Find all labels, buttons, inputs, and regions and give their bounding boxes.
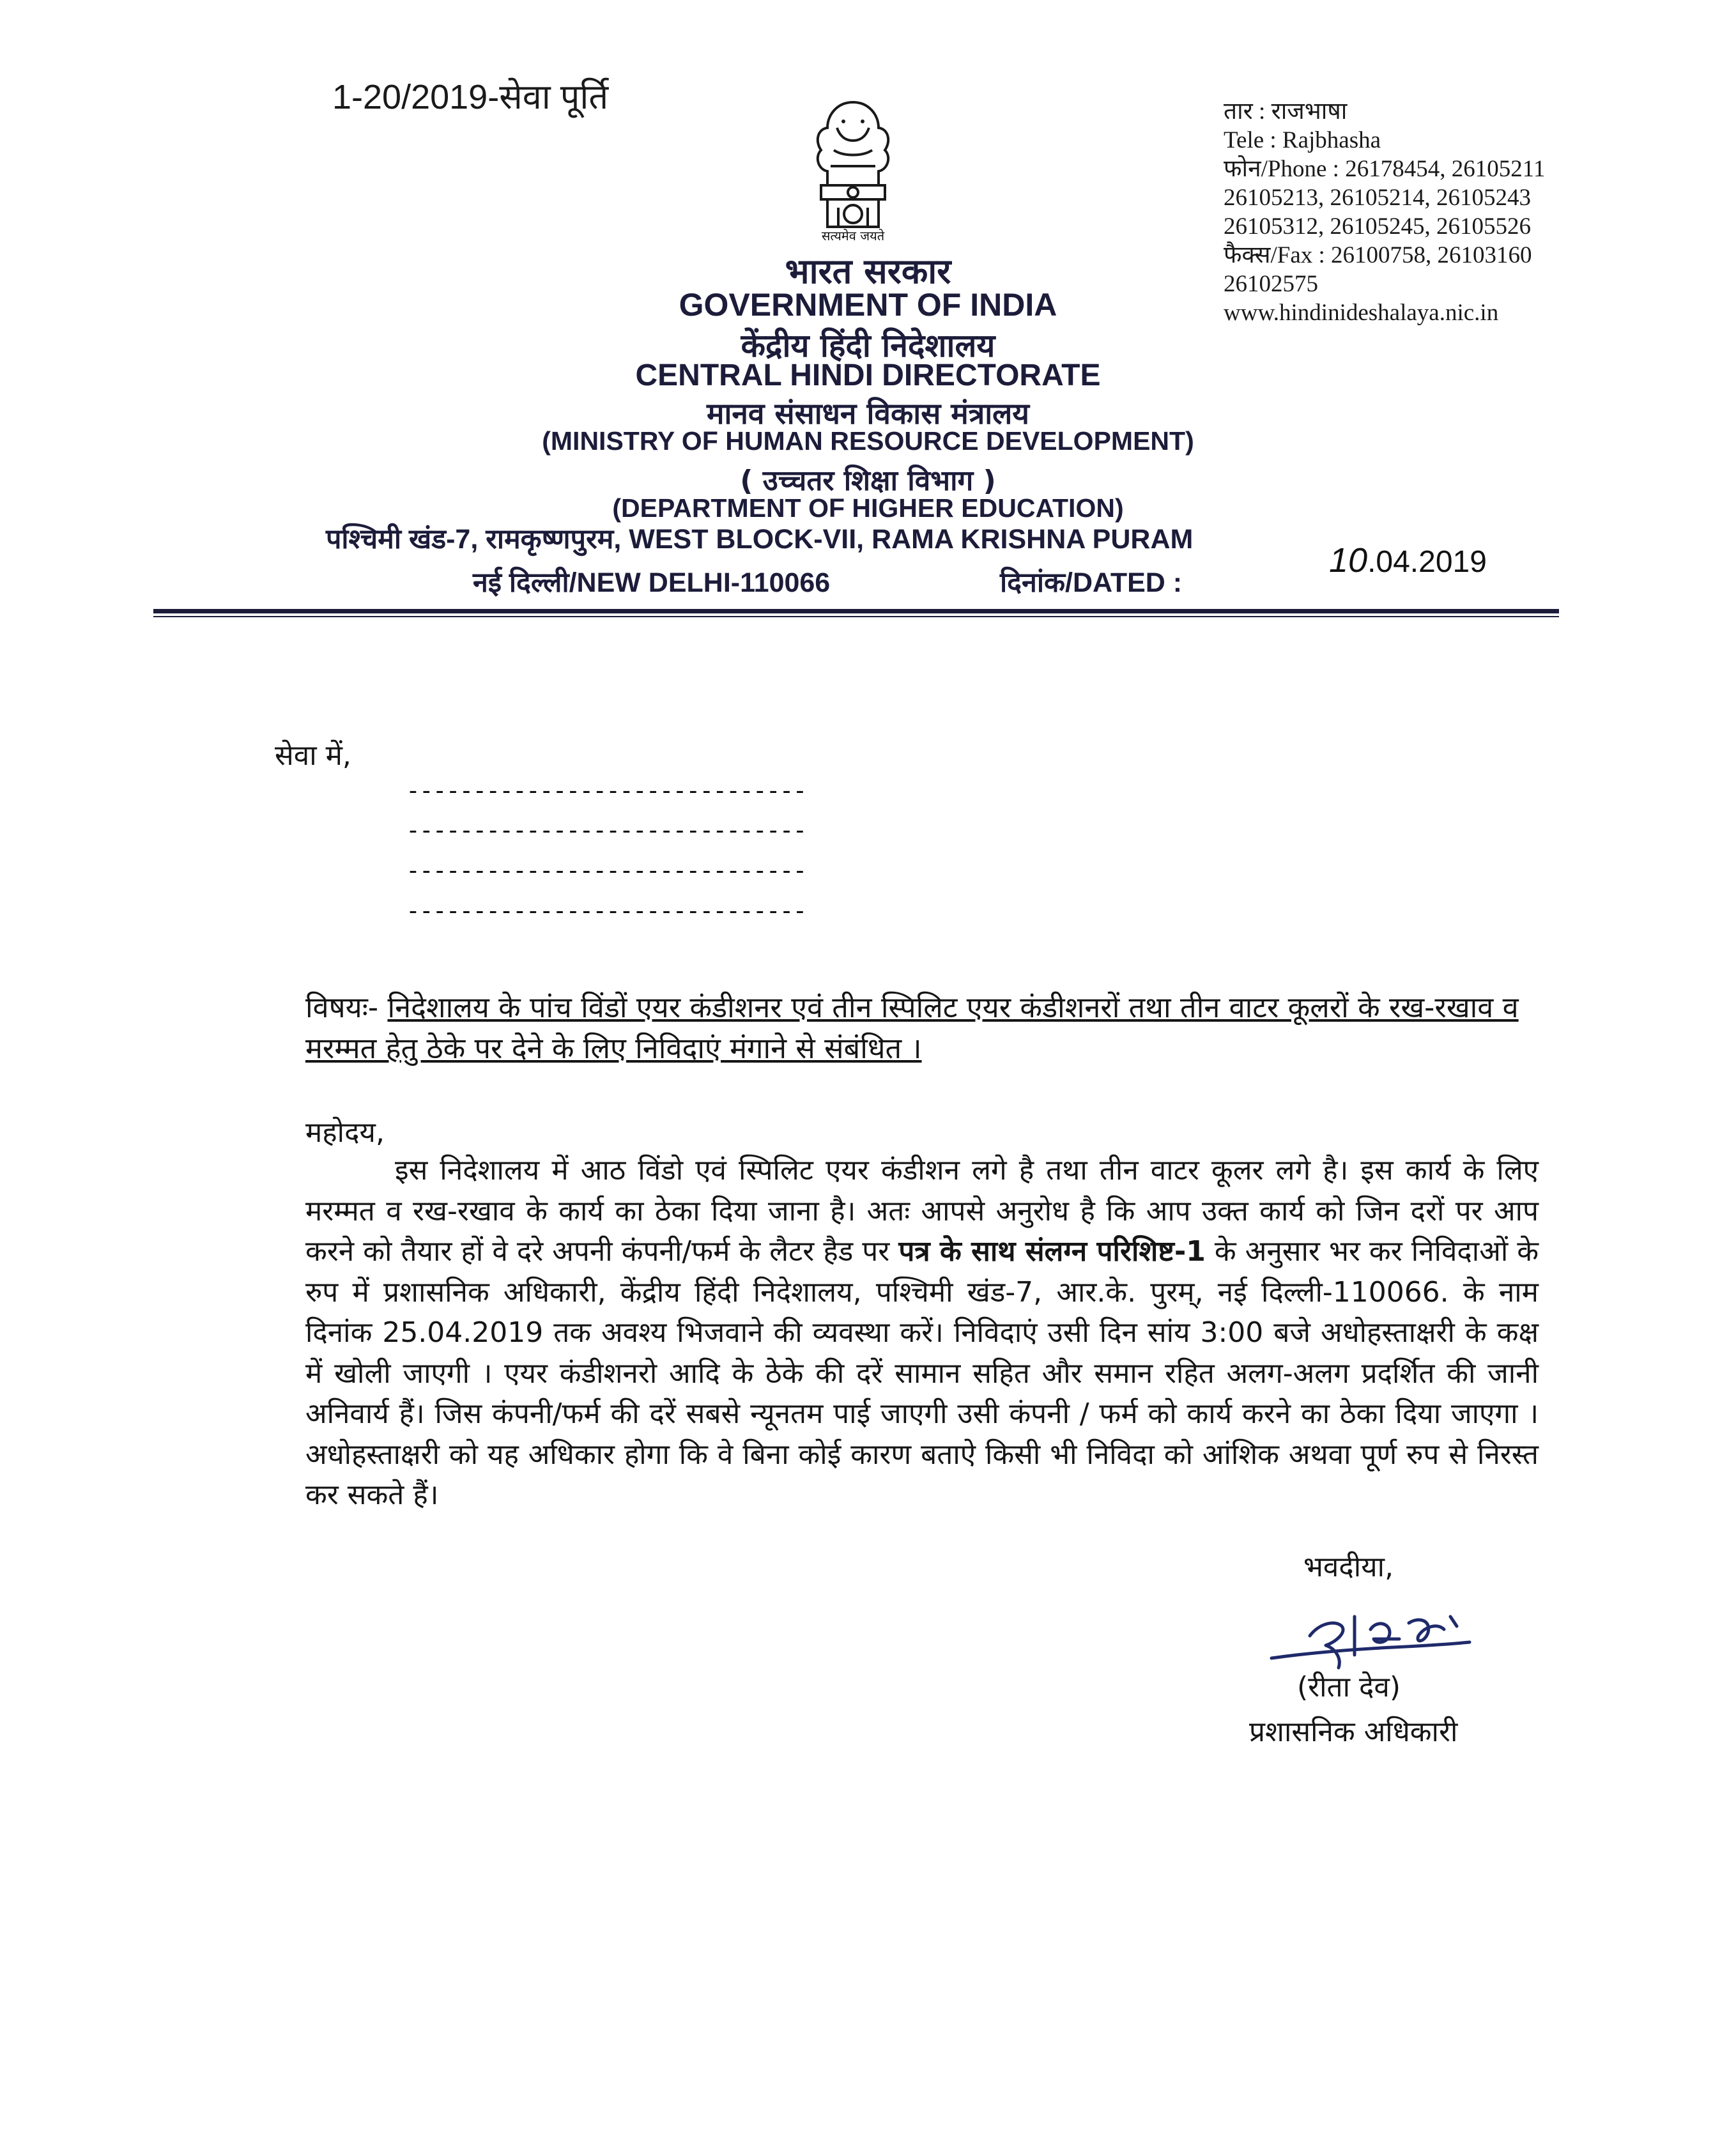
salutation: महोदय, — [305, 1116, 385, 1149]
date-day: 10 — [1329, 541, 1368, 580]
address-blank-line: ------------------------------ — [406, 776, 806, 804]
ministry-english: (MINISTRY OF HUMAN RESOURCE DEVELOPMENT) — [542, 426, 1194, 456]
tele-line: Tele : Rajbhasha — [1224, 127, 1381, 153]
dept-english: CENTRAL HINDI DIRECTORATE — [635, 358, 1101, 392]
ministry-hindi: मानव संसाधन विकास मंत्रालय — [706, 396, 1029, 431]
subject — [305, 987, 1539, 1069]
telegram-line: तार : राजभाषा — [1224, 98, 1348, 125]
date-value — [1329, 541, 1487, 580]
address-line-1: पश्चिमी खंड-7, रामकृष्णपुरम, WEST BLOCK-VII, RAMA KRISHNA PURAM — [326, 524, 1194, 555]
date-rest: .04.2019 — [1367, 545, 1487, 579]
fax-line-2: 26102575 — [1224, 271, 1318, 297]
body-part-1: इस निदेशालय में आठ विंडो एवं स्पिलिट एयर कंडीशन लगे है तथा तीन वाटर कूलर लगे है। इस कार्य के लिए मरम्मत व रख-रखाव के कार्य का ठेका दिया जाना है। अतः आपसे अनुरोध है कि आप उक्त कार्य को जिन दरों पर आप करने को तैयार हों वे दरे अपनी कंपनी/फर्म के लैटर हैड पर — [305, 1154, 1539, 1268]
body-paragraph — [305, 1150, 1539, 1516]
phone-line-1: फोन/Phone : 26178454, 26105211 — [1224, 156, 1546, 182]
signatory-designation: प्रशासनिक अधिकारी — [1249, 1716, 1458, 1748]
subject-label: विषयः- — [305, 990, 379, 1024]
closing-yours: भवदीया, — [1303, 1551, 1394, 1583]
division-english: (DEPARTMENT OF HIGHER EDUCATION) — [612, 493, 1124, 523]
to-label: सेवा में, — [275, 739, 351, 772]
fax-line-1: फैक्स/Fax : 26100758, 26103160 — [1224, 242, 1532, 268]
body-bold-annexure: पत्र के साथ संलग्न परिशिष्ट-1 — [898, 1235, 1206, 1268]
division-hindi: ( उच्चतर शिक्षा विभाग ) — [740, 465, 996, 497]
address-blank-line: ------------------------------ — [406, 896, 806, 925]
body-part-2: के अनुसार भर कर निविदाओं के रुप में प्रशासनिक अधिकारी, केंद्रीय हिंदी निदेशालय, पश्चिमी खंड-7, आर.के. पुरम्, नई दिल्ली-110066. के नाम दिनांक 25.04.2019 तक अवश्य भिजवाने की व्यवस्था करें। निविदाएं उसी दिन सांय 3:00 बजे अधोहस्ताक्षरी के कक्ष में खोली जाएगी । एयर कंडीशनरो आदि के ठेके की दरें सामान सहित और समान रहित अलग-अलग प्रदर्शित की जानी अनिवार्य हैं। जिस कंपनी/फर्म की दरें सबसे न्यूनतम पाई जाएगी उसी कंपनी / फर्म को कार्य करने का ठेका दिया जाएगा । अधोहस्ताक्षरी को यह अधिकार होगा कि वे बिना कोई कारण बताऐ किसी भी निविदा को आंशिक अथवा पूर्ण रुप से निरस्त कर सकते हैं। — [305, 1235, 1539, 1511]
header-rule-thin — [153, 616, 1559, 617]
address-blank-line: ------------------------------ — [406, 816, 806, 844]
signatory-name: (रीता देव) — [1297, 1671, 1401, 1704]
address-blank-line: ------------------------------ — [406, 856, 806, 884]
gov-english: GOVERNMENT OF INDIA — [679, 287, 1057, 323]
emblem-motto: सत्यमेव जयते — [821, 228, 885, 243]
dated-label: दिनांक/DATED : — [1000, 567, 1183, 598]
national-emblem-icon — [792, 89, 914, 249]
subject-text: निदेशालय के पांच विंडों एयर कंडीशनर एवं तीन स्पिलिट एयर कंडीशनरों तथा तीन वाटर कूलरों के रख-रखाव व मरम्मत हेतु ठेके पर देने के लिए निविदाएं मंगाने से संबंधित । — [305, 990, 1519, 1065]
phone-line-3: 26105312, 26105245, 26105526 — [1224, 213, 1531, 240]
phone-line-2: 26105213, 26105214, 26105243 — [1224, 185, 1531, 211]
file-number: 1-20/2019-सेवा पूर्ति — [332, 78, 609, 116]
dept-hindi: केंद्रीय हिंदी निदेशालय — [741, 327, 995, 364]
header-rule — [153, 609, 1559, 613]
address-line-2: नई दिल्ली/NEW DELHI-110066 — [473, 567, 831, 598]
gov-hindi: भारत सरकार — [785, 251, 951, 291]
contact-block — [1224, 97, 1545, 327]
website-link[interactable]: www.hindinideshalaya.nic.in — [1224, 300, 1499, 326]
